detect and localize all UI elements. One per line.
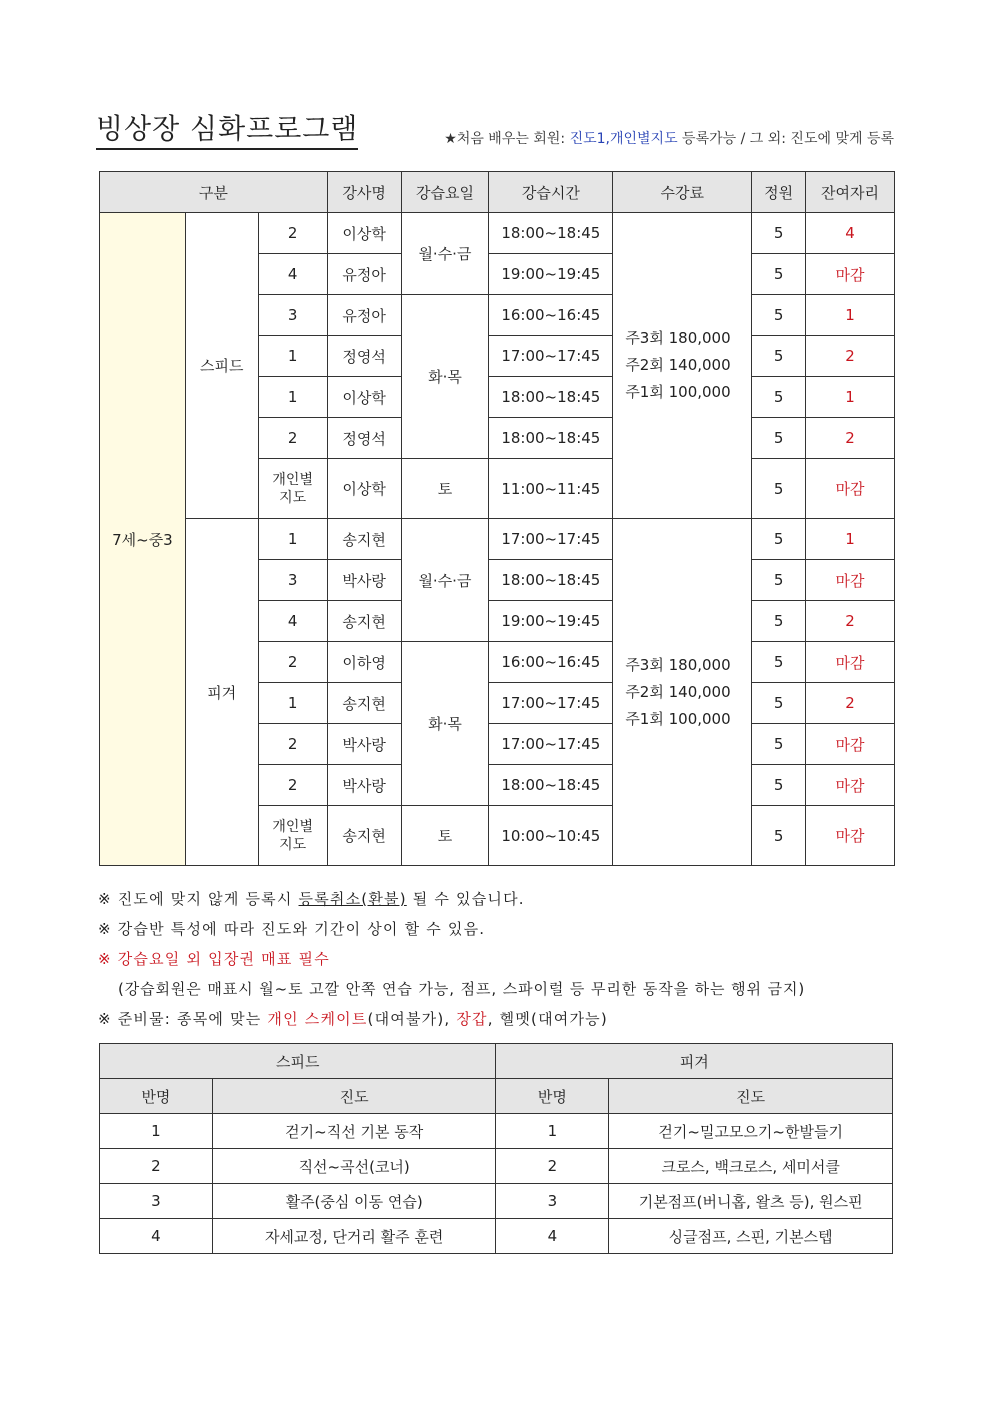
capacity: 5 bbox=[752, 560, 806, 601]
days: 토 bbox=[401, 459, 489, 519]
time: 17:00~17:45 bbox=[489, 683, 613, 724]
figure-progress: 기본점프(버니홉, 왈츠 등), 원스핀 bbox=[609, 1184, 893, 1219]
time: 11:00~11:45 bbox=[489, 459, 613, 519]
remaining: 마감 bbox=[806, 724, 895, 765]
level: 개인별 지도 bbox=[258, 806, 327, 866]
figure-progress: 걷기~밀고모으기~한발들기 bbox=[609, 1114, 893, 1149]
time: 18:00~18:45 bbox=[489, 377, 613, 418]
remaining: 2 bbox=[806, 683, 895, 724]
remaining: 2 bbox=[806, 601, 895, 642]
capacity: 5 bbox=[752, 336, 806, 377]
time: 10:00~10:45 bbox=[489, 806, 613, 866]
table-row bbox=[100, 1114, 893, 1149]
remaining: 마감 bbox=[806, 765, 895, 806]
time: 19:00~19:45 bbox=[489, 254, 613, 295]
level: 개인별 지도 bbox=[258, 459, 327, 519]
figure-class: 3 bbox=[496, 1184, 609, 1219]
capacity: 5 bbox=[752, 459, 806, 519]
sport-speed: 스피드 bbox=[185, 213, 258, 519]
instructor: 송지현 bbox=[327, 519, 401, 560]
figure-class: 2 bbox=[496, 1149, 609, 1184]
note-1: ※ 진도에 맞지 않게 등록시 등록취소(환불) 될 수 있습니다. bbox=[98, 890, 525, 908]
note-3: ※ 강습요일 외 입장권 매표 필수 bbox=[98, 950, 330, 968]
time: 16:00~16:45 bbox=[489, 295, 613, 336]
page-title: 빙상장 심화프로그램 bbox=[96, 112, 358, 150]
level: 1 bbox=[258, 377, 327, 418]
instructor: 정영석 bbox=[327, 336, 401, 377]
days: 화·목 bbox=[401, 642, 489, 806]
figure-class: 4 bbox=[496, 1219, 609, 1254]
header-fee: 수강료 bbox=[613, 172, 752, 213]
table-row bbox=[100, 213, 895, 254]
instructor: 유정아 bbox=[327, 254, 401, 295]
header-remaining: 잔여자리 bbox=[806, 172, 895, 213]
note-5: ※ 준비물: 종목에 맞는 개인 스케이트(대여불가), 장갑, 헬멧(대여가능) bbox=[98, 1010, 608, 1028]
time: 18:00~18:45 bbox=[489, 213, 613, 254]
instructor: 정영석 bbox=[327, 418, 401, 459]
time: 17:00~17:45 bbox=[489, 519, 613, 560]
header-instructor: 강사명 bbox=[327, 172, 401, 213]
speed-class: 1 bbox=[100, 1114, 213, 1149]
level: 1 bbox=[258, 336, 327, 377]
remaining: 마감 bbox=[806, 806, 895, 866]
progress-speed-title: 스피드 bbox=[100, 1044, 496, 1079]
capacity: 5 bbox=[752, 683, 806, 724]
remaining: 2 bbox=[806, 418, 895, 459]
level: 2 bbox=[258, 418, 327, 459]
speed-progress: 걷기~직선 기본 동작 bbox=[212, 1114, 496, 1149]
instructor: 이하영 bbox=[327, 642, 401, 683]
remaining: 2 bbox=[806, 336, 895, 377]
speed-progress: 활주(중심 이동 연습) bbox=[212, 1184, 496, 1219]
instructor: 이상학 bbox=[327, 459, 401, 519]
level: 2 bbox=[258, 642, 327, 683]
table-row bbox=[100, 1184, 893, 1219]
capacity: 5 bbox=[752, 724, 806, 765]
fee-speed: 주3회 180,000 주2회 140,000 주1회 100,000 bbox=[613, 213, 752, 519]
col-class: 반명 bbox=[100, 1079, 213, 1114]
level: 3 bbox=[258, 295, 327, 336]
figure-progress: 싱글점프, 스핀, 기본스텝 bbox=[609, 1219, 893, 1254]
progress-figure-title: 피겨 bbox=[496, 1044, 893, 1079]
header-capacity: 정원 bbox=[752, 172, 806, 213]
instructor: 박사랑 bbox=[327, 560, 401, 601]
fee-figure: 주3회 180,000 주2회 140,000 주1회 100,000 bbox=[613, 519, 752, 866]
capacity: 5 bbox=[752, 418, 806, 459]
level: 1 bbox=[258, 683, 327, 724]
instructor: 박사랑 bbox=[327, 765, 401, 806]
note-2: ※ 강습반 특성에 따라 진도와 기간이 상이 할 수 있음. bbox=[98, 920, 486, 938]
remaining: 1 bbox=[806, 377, 895, 418]
instructor: 이상학 bbox=[327, 377, 401, 418]
remaining: 4 bbox=[806, 213, 895, 254]
sport-figure: 피겨 bbox=[185, 519, 258, 866]
remaining: 마감 bbox=[806, 642, 895, 683]
level: 1 bbox=[258, 519, 327, 560]
capacity: 5 bbox=[752, 295, 806, 336]
capacity: 5 bbox=[752, 765, 806, 806]
capacity: 5 bbox=[752, 601, 806, 642]
time: 17:00~17:45 bbox=[489, 724, 613, 765]
header-category: 구분 bbox=[100, 172, 328, 213]
col-progress: 진도 bbox=[212, 1079, 496, 1114]
header-time: 강습시간 bbox=[489, 172, 613, 213]
col-progress: 진도 bbox=[609, 1079, 893, 1114]
remaining: 마감 bbox=[806, 459, 895, 519]
progress-table bbox=[99, 1043, 893, 1254]
remaining: 1 bbox=[806, 519, 895, 560]
speed-class: 2 bbox=[100, 1149, 213, 1184]
figure-progress: 크로스, 백크로스, 세미서클 bbox=[609, 1149, 893, 1184]
remaining: 1 bbox=[806, 295, 895, 336]
note-4: (강습회원은 매표시 월~토 고깔 안쪽 연습 가능, 점프, 스파이럴 등 무리한 동작을 하는 행위 금지) bbox=[118, 980, 806, 998]
days: 월·수·금 bbox=[401, 213, 489, 295]
instructor: 유정아 bbox=[327, 295, 401, 336]
table-row bbox=[100, 1219, 893, 1254]
time: 18:00~18:45 bbox=[489, 560, 613, 601]
speed-progress: 자세교정, 단거리 활주 훈련 bbox=[212, 1219, 496, 1254]
instructor: 송지현 bbox=[327, 683, 401, 724]
col-class: 반명 bbox=[496, 1079, 609, 1114]
time: 16:00~16:45 bbox=[489, 642, 613, 683]
instructor: 송지현 bbox=[327, 806, 401, 866]
level: 3 bbox=[258, 560, 327, 601]
capacity: 5 bbox=[752, 806, 806, 866]
capacity: 5 bbox=[752, 519, 806, 560]
capacity: 5 bbox=[752, 377, 806, 418]
capacity: 5 bbox=[752, 254, 806, 295]
time: 18:00~18:45 bbox=[489, 418, 613, 459]
schedule-table bbox=[99, 171, 895, 866]
speed-progress: 직선~곡선(코너) bbox=[212, 1149, 496, 1184]
time: 18:00~18:45 bbox=[489, 765, 613, 806]
instructor: 박사랑 bbox=[327, 724, 401, 765]
notes-section bbox=[98, 884, 894, 1034]
capacity: 5 bbox=[752, 213, 806, 254]
registration-note: ★처음 배우는 회원: 진도1,개인별지도 등록가능 / 그 외: 진도에 맞게 등록 bbox=[444, 131, 894, 147]
level: 4 bbox=[258, 254, 327, 295]
speed-class: 3 bbox=[100, 1184, 213, 1219]
remaining: 마감 bbox=[806, 254, 895, 295]
instructor: 송지현 bbox=[327, 601, 401, 642]
level: 2 bbox=[258, 213, 327, 254]
days: 월·수·금 bbox=[401, 519, 489, 642]
table-row bbox=[100, 519, 895, 560]
time: 19:00~19:45 bbox=[489, 601, 613, 642]
remaining: 마감 bbox=[806, 560, 895, 601]
days: 화·목 bbox=[401, 295, 489, 459]
capacity: 5 bbox=[752, 642, 806, 683]
header-row bbox=[100, 172, 895, 213]
figure-class: 1 bbox=[496, 1114, 609, 1149]
level: 2 bbox=[258, 724, 327, 765]
age-group: 7세~중3 bbox=[100, 213, 186, 866]
level: 4 bbox=[258, 601, 327, 642]
days: 토 bbox=[401, 806, 489, 866]
speed-class: 4 bbox=[100, 1219, 213, 1254]
header-days: 강습요일 bbox=[401, 172, 489, 213]
table-row bbox=[100, 1149, 893, 1184]
level: 2 bbox=[258, 765, 327, 806]
time: 17:00~17:45 bbox=[489, 336, 613, 377]
instructor: 이상학 bbox=[327, 213, 401, 254]
